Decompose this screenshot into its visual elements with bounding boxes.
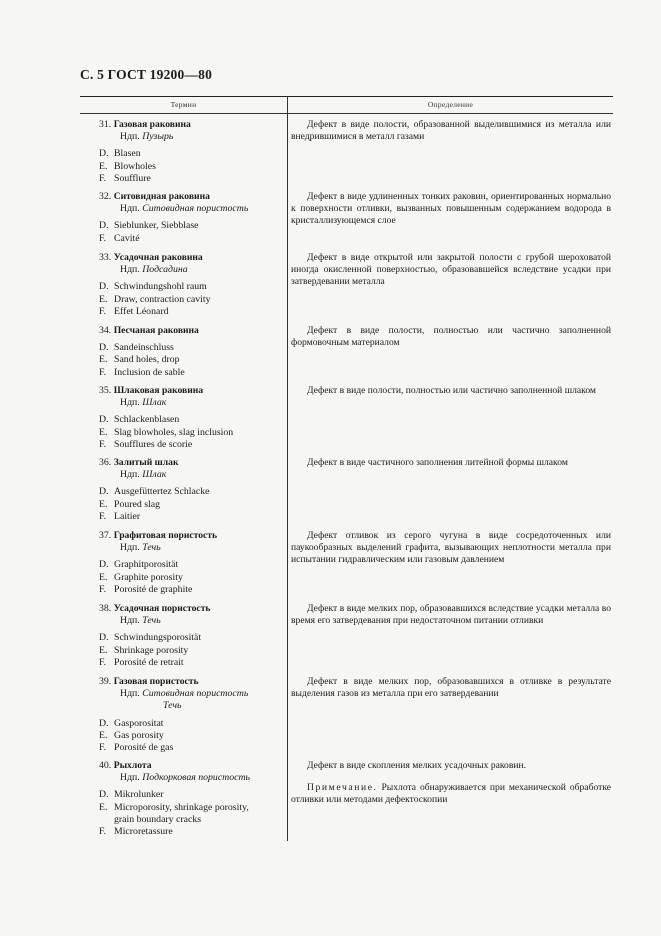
nondesirable-term bbox=[99, 203, 284, 215]
foreign-text: Schlackenblasen bbox=[114, 414, 180, 426]
foreign-text: Draw, contraction cavity bbox=[114, 293, 211, 305]
foreign-text: Blowholes bbox=[114, 160, 156, 172]
language-code: E. bbox=[99, 644, 108, 656]
foreign-text: Sandeinschluss bbox=[114, 342, 174, 354]
language-code: F. bbox=[99, 438, 107, 450]
term-name: Песчаная раковина bbox=[113, 325, 199, 336]
term-number: 39. bbox=[99, 676, 112, 687]
nondesirable-term bbox=[99, 772, 284, 784]
foreign-text: Blasen bbox=[114, 148, 141, 160]
term-cell bbox=[99, 385, 284, 451]
ndp-label: Ндп. bbox=[120, 772, 140, 784]
nondesirable-term bbox=[99, 131, 284, 143]
term-number: 33. bbox=[99, 252, 112, 263]
foreign-term bbox=[99, 742, 284, 754]
foreign-text: Slag blowholes, slag inclusion bbox=[114, 426, 234, 438]
foreign-equivalents bbox=[99, 559, 284, 596]
language-code: D. bbox=[99, 148, 109, 160]
term-cell bbox=[99, 457, 284, 523]
definition-cell bbox=[291, 530, 611, 567]
foreign-text: Graphitporosität bbox=[114, 559, 179, 571]
nondesirable-term bbox=[99, 542, 284, 554]
foreign-text: Poured slag bbox=[114, 498, 160, 510]
term-cell bbox=[99, 676, 284, 754]
definition-cell bbox=[291, 760, 611, 807]
definition-cell bbox=[291, 119, 611, 143]
page-header: С. 5 ГОСТ 19200—80 bbox=[80, 67, 213, 82]
ndp-term: Подкорковая пористость bbox=[142, 772, 251, 784]
foreign-term bbox=[99, 718, 284, 730]
ndp-label: Ндп. bbox=[120, 264, 140, 276]
language-code: D. bbox=[99, 559, 109, 571]
term-name: Усадочная пористость bbox=[113, 603, 211, 614]
language-code: E. bbox=[99, 160, 108, 172]
ndp-label: Ндп. bbox=[120, 397, 140, 409]
language-code: D. bbox=[99, 281, 109, 293]
language-code: F. bbox=[99, 232, 107, 244]
language-code: F. bbox=[99, 172, 107, 184]
language-code: F. bbox=[99, 742, 107, 754]
language-code: F. bbox=[99, 656, 107, 668]
term-line bbox=[99, 191, 284, 203]
column-header-term: Термин bbox=[170, 100, 197, 109]
definition-text: Дефект в виде частичного заполнения литейной формы шлаком bbox=[307, 457, 568, 468]
term-number: 34. bbox=[99, 325, 112, 336]
foreign-term bbox=[99, 584, 284, 596]
ndp-label: Ндп. bbox=[120, 688, 140, 700]
foreign-equivalents bbox=[99, 220, 284, 244]
foreign-term bbox=[99, 427, 284, 439]
language-code: E. bbox=[99, 426, 108, 438]
foreign-text: Microretassure bbox=[114, 826, 173, 838]
language-code: E. bbox=[99, 571, 108, 583]
foreign-text: Cavité bbox=[114, 232, 140, 244]
foreign-text: Inclusion de sable bbox=[114, 366, 185, 378]
language-code: E. bbox=[99, 293, 108, 305]
foreign-text: Laitier bbox=[114, 510, 141, 522]
term-name: Газовая пористость bbox=[113, 676, 199, 687]
term-cell bbox=[99, 191, 284, 245]
term-name: Залитый шлак bbox=[113, 457, 179, 468]
definition-cell bbox=[291, 385, 611, 397]
definition-note bbox=[291, 782, 611, 806]
nondesirable-term bbox=[99, 264, 284, 276]
nondesirable-term bbox=[99, 469, 284, 481]
foreign-term bbox=[99, 173, 284, 185]
definition-cell bbox=[291, 325, 611, 349]
term-number: 35. bbox=[99, 385, 112, 396]
definition-text: Дефект в виде полости, полностью или частично заполненной шлаком bbox=[307, 385, 597, 396]
term-line bbox=[99, 676, 284, 688]
language-code: D. bbox=[99, 486, 109, 498]
language-code: F. bbox=[99, 583, 107, 595]
term-name: Рыхлота bbox=[113, 760, 152, 771]
foreign-term bbox=[99, 826, 284, 838]
foreign-text: Graphite porosity bbox=[114, 571, 183, 583]
definition-cell bbox=[291, 676, 611, 700]
language-code: D. bbox=[99, 342, 109, 354]
foreign-term bbox=[99, 486, 284, 498]
foreign-term bbox=[99, 414, 284, 426]
ndp-label: Ндп. bbox=[120, 469, 140, 481]
foreign-text: Ausgefüttertez Schlacke bbox=[114, 486, 210, 498]
foreign-text: Microporosity, shrinkage porosity, bbox=[114, 801, 249, 813]
language-code: D. bbox=[99, 789, 109, 801]
term-cell bbox=[99, 325, 284, 379]
term-name: Ситовидная раковина bbox=[113, 191, 210, 202]
nondesirable-term bbox=[99, 615, 284, 627]
term-line bbox=[99, 325, 284, 337]
definition-cell bbox=[291, 191, 611, 228]
term-line bbox=[99, 119, 284, 131]
foreign-text: Shrinkage porosity bbox=[114, 644, 189, 656]
foreign-term bbox=[99, 281, 284, 293]
table-header-rule bbox=[80, 113, 613, 114]
language-code: F. bbox=[99, 366, 107, 378]
term-cell bbox=[99, 603, 284, 669]
definition-text: Дефект в виде полости, образованной выделившимися из металла или внедрившимися в металл газами bbox=[291, 119, 611, 143]
foreign-term bbox=[99, 233, 284, 245]
foreign-text: Porosité de retrait bbox=[114, 656, 184, 668]
definition-text: Дефект в виде открытой или закрытой полости с грубой шероховатой иногда окисленной поверхностью, образовавшейся вследствие усадки при затвердевании металла bbox=[291, 252, 611, 288]
foreign-term bbox=[99, 657, 284, 669]
foreign-equivalents bbox=[99, 281, 284, 318]
foreign-term bbox=[99, 439, 284, 451]
term-name: Графитовая пористость bbox=[113, 530, 218, 541]
ndp-term: Течь bbox=[142, 615, 161, 627]
language-code: E. bbox=[99, 354, 108, 366]
foreign-term bbox=[99, 294, 284, 306]
table-top-rule bbox=[80, 96, 613, 97]
foreign-text: Gasporositat bbox=[114, 717, 164, 729]
term-name: Шлаковая раковина bbox=[113, 385, 204, 396]
language-code: E. bbox=[99, 498, 108, 510]
foreign-term bbox=[99, 354, 284, 366]
term-number: 31. bbox=[99, 119, 112, 130]
ndp-term: Подсадина bbox=[142, 264, 188, 276]
term-cell bbox=[99, 760, 284, 838]
foreign-text: Mikrolunker bbox=[114, 789, 164, 801]
foreign-equivalents bbox=[99, 632, 284, 669]
language-code: D. bbox=[99, 632, 109, 644]
note-text: Рыхлота обнаруживается при механической обработке отливки или методами дефектоскопии bbox=[291, 782, 611, 806]
foreign-term bbox=[99, 632, 284, 644]
term-line bbox=[99, 603, 284, 615]
foreign-term bbox=[99, 645, 284, 657]
foreign-text-continuation: grain boundary cracks bbox=[114, 813, 202, 825]
definition-cell bbox=[291, 457, 611, 469]
term-line bbox=[99, 252, 284, 264]
ndp-label: Ндп. bbox=[120, 203, 140, 215]
ndp-term: Ситовидная пористость bbox=[142, 688, 249, 700]
language-code: D. bbox=[99, 717, 109, 729]
foreign-text: Soufflures de scorie bbox=[114, 438, 193, 450]
term-name: Газовая раковина bbox=[113, 119, 191, 130]
foreign-term bbox=[99, 802, 284, 814]
ndp-term: Пузырь bbox=[142, 131, 174, 143]
foreign-text: Effet Léonard bbox=[114, 305, 169, 317]
foreign-text: Schwindungshohl raum bbox=[114, 281, 207, 293]
foreign-term bbox=[99, 148, 284, 160]
foreign-term bbox=[99, 559, 284, 571]
foreign-equivalents bbox=[99, 486, 284, 523]
foreign-term bbox=[99, 367, 284, 379]
ndp-term: Течь bbox=[142, 542, 161, 554]
foreign-text: Schwindungsporosität bbox=[114, 632, 202, 644]
term-number: 36. bbox=[99, 457, 112, 468]
language-code: F. bbox=[99, 510, 107, 522]
term-number: 37. bbox=[99, 530, 112, 541]
term-line bbox=[99, 530, 284, 542]
foreign-equivalents bbox=[99, 414, 284, 451]
foreign-text: Porosité de graphite bbox=[114, 583, 193, 595]
language-code: D. bbox=[99, 220, 109, 232]
definition-cell bbox=[291, 252, 611, 289]
term-cell bbox=[99, 530, 284, 596]
ndp-label: Ндп. bbox=[120, 615, 140, 627]
foreign-term bbox=[99, 161, 284, 173]
nondesirable-term bbox=[99, 688, 284, 700]
language-code: F. bbox=[99, 826, 107, 838]
definition-text: Дефект в виде мелких пор, образовавшихся в отливке в результате выделения газов из металла при его затвердевании bbox=[291, 676, 611, 700]
column-header-definition: Определение bbox=[427, 100, 474, 109]
ndp-label: Ндп. bbox=[120, 542, 140, 554]
ndp-term: Ситовидная пористость bbox=[142, 203, 249, 215]
foreign-text: Sand holes, drop bbox=[114, 354, 180, 366]
foreign-term bbox=[99, 572, 284, 584]
foreign-text: Sieblunker, Siebblase bbox=[114, 220, 199, 232]
ndp-term-extra: Течь bbox=[163, 700, 182, 712]
language-code: E. bbox=[99, 801, 108, 813]
term-number: 32. bbox=[99, 191, 112, 202]
nondesirable-term bbox=[99, 397, 284, 409]
foreign-term bbox=[99, 499, 284, 511]
term-line bbox=[99, 760, 284, 772]
definition-text: Дефект в виде мелких пор, образовавшихся вследствие усадки металла во время его затвердевания при недостаточном питании отливки bbox=[291, 603, 611, 627]
language-code: E. bbox=[99, 729, 108, 741]
ndp-term: Шлак bbox=[142, 469, 167, 481]
foreign-term bbox=[99, 306, 284, 318]
language-code: F. bbox=[99, 305, 107, 317]
definition-cell bbox=[291, 603, 611, 627]
term-line bbox=[99, 457, 284, 469]
foreign-equivalents bbox=[99, 342, 284, 379]
definition-text: Дефект в виде скопления мелких усадочных раковин. bbox=[307, 760, 527, 771]
term-number: 38. bbox=[99, 603, 112, 614]
definition-text: Дефект в виде удлиненных тонких раковин, ориентированных нормально к поверхности отливки, вызванных повышенным содержанием водорода в кристаллизующемся слое bbox=[291, 191, 611, 227]
language-code: D. bbox=[99, 414, 109, 426]
foreign-term bbox=[99, 730, 284, 742]
foreign-equivalents bbox=[99, 789, 284, 838]
foreign-equivalents bbox=[99, 718, 284, 755]
foreign-term bbox=[99, 220, 284, 232]
foreign-term bbox=[99, 789, 284, 801]
foreign-text: Gas porosity bbox=[114, 729, 164, 741]
definition-text: Дефект отливок из серого чугуна в виде сосредоточенных или паукообразных выделений графита, вызывающих неплотности металла при испытании гидравлическим или газовым давлением bbox=[291, 530, 611, 566]
term-cell bbox=[99, 252, 284, 318]
term-cell bbox=[99, 119, 284, 185]
column-divider bbox=[287, 96, 288, 841]
ndp-label: Ндп. bbox=[120, 131, 140, 143]
foreign-text: Porosité de gas bbox=[114, 742, 174, 754]
foreign-term bbox=[99, 511, 284, 523]
term-name: Усадочная раковина bbox=[113, 252, 203, 263]
term-line bbox=[99, 385, 284, 397]
note-label: Примечание. bbox=[307, 782, 378, 794]
definition-text: Дефект в виде полости, полностью или частично заполненной формовочным материалом bbox=[291, 325, 611, 349]
foreign-term bbox=[99, 342, 284, 354]
foreign-equivalents bbox=[99, 148, 284, 185]
ndp-term: Шлак bbox=[142, 397, 167, 409]
foreign-text: Soufflure bbox=[114, 172, 151, 184]
term-number: 40. bbox=[99, 760, 112, 771]
